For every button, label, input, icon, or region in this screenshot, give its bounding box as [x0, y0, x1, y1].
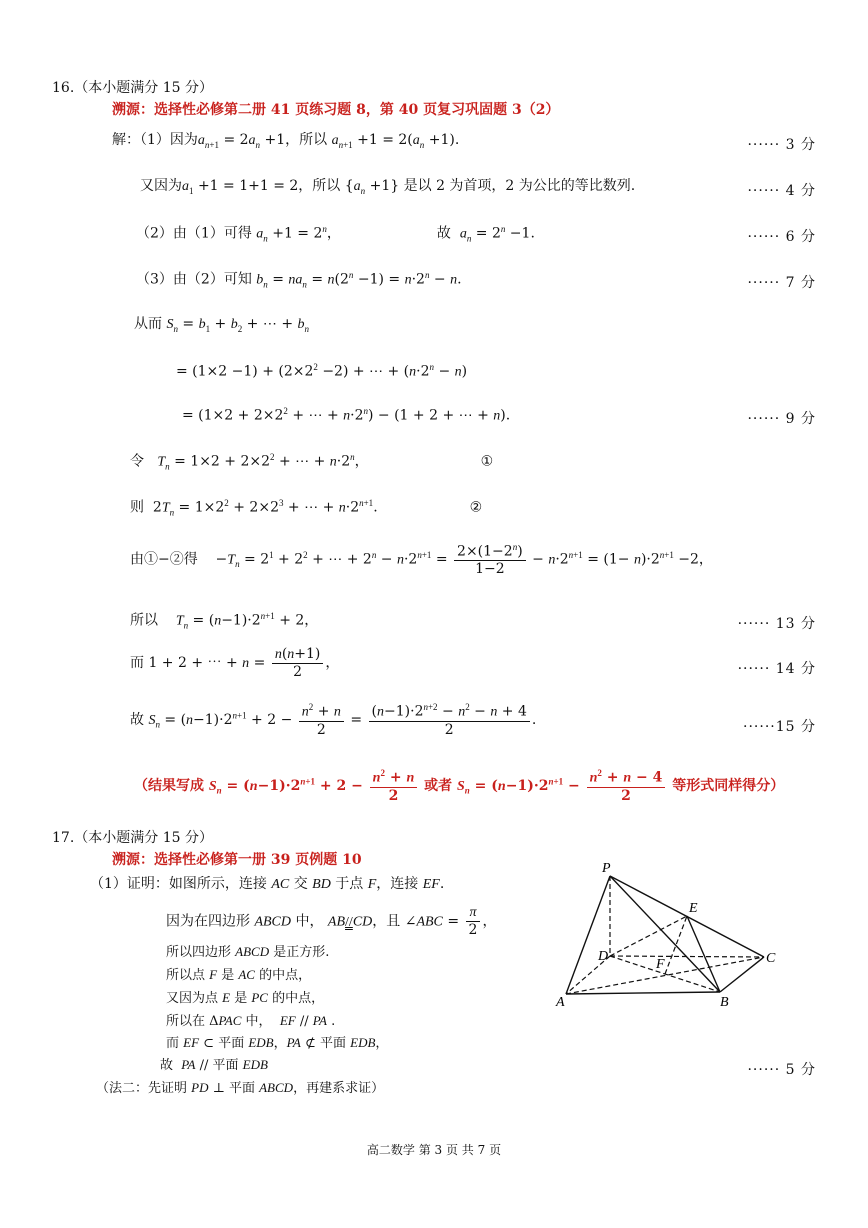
q17-line9: （法二：先证明 PD ⊥ 平面 ABCD，再建系求证）: [96, 1080, 385, 1096]
q17-line6: 所以在 ΔPAC 中， EF // PA .: [166, 1013, 336, 1029]
q17-line7: 而 EF ⊂ 平面 EDB，PA ⊄ 平面 EDB，: [166, 1035, 389, 1051]
q17-score: ······ 5 分: [747, 1062, 816, 1078]
q16-score-8: ······15 分: [743, 719, 816, 735]
q17-source: 溯源：选择性必修第一册 39 页例题 10: [112, 852, 362, 868]
pyramid-figure: [548, 856, 788, 1016]
q16-step13: 故 $S_n = (n-1)\cdot 2^{n+1} + 2$ − $\frac{n^2 + n}{2}$ = $\frac{(n-1)\cdot 2^{n+2} - n^2 - n + 4}{2}$ .: [130, 702, 537, 738]
label-D: D: [598, 949, 609, 964]
label-A: A: [556, 995, 565, 1010]
q16-step1: 解：（1）因为$a_{n+1} = 2a_n +1$，所以 $a_{n+1} +1 = 2(a_n +1)$.: [112, 132, 460, 150]
label-E: E: [689, 901, 698, 916]
label-C: C: [766, 951, 776, 966]
q16-score-7: ······ 14 分: [737, 661, 816, 677]
q16-score-1: ······ 3 分: [747, 137, 816, 153]
q17-line8: 故 PA // 平面 EDB: [160, 1057, 268, 1073]
label-P: P: [602, 861, 611, 876]
q16-step4: （3）由（2）可知 $b_n = na_n = n(2^n -1) = n\cdot 2^n - n$.: [136, 270, 462, 290]
q16-score-2: ······ 4 分: [747, 183, 816, 199]
q16-step2: 又因为$a_1 +1 = 1+1 = 2$，所以 $\{a_n +1\}$ 是以 2 为首项，2 为公比的等比数列.: [140, 178, 636, 196]
q16-step10: 由①−②得 $-T_n = 2^1 + 2^2$ + ⋯ + $2^n - n\cdot 2^{n+1}$ = $\frac{2\times(1-2^n)}{1-2}$ − $n\cdot 2^{n+1} = (1- n)\cdot 2^{n+1} -2$，: [130, 542, 713, 577]
q16-step12: 而 1 + 2 + ⋯ + n = $\frac{n(n+1)}{2}$ ，: [130, 646, 340, 681]
q16-score-3: ······ 6 分: [747, 229, 816, 245]
q17-header: 17.（本小题满分 15 分）: [52, 830, 213, 846]
q16-header: 16.（本小题满分 15 分）: [52, 80, 213, 96]
label-B: B: [720, 995, 729, 1010]
q16-step6: = $(1\times 2 -1) + (2\times 2^2 -2)$ + ⋯ + $(n\cdot 2^n - n)$: [176, 362, 468, 380]
page-footer: 高二数学 第 3 页 共 7 页: [366, 1143, 502, 1157]
q16-source: 溯源：选择性必修第二册 41 页练习题 8，第 40 页复习巩固题 3（2）: [112, 102, 560, 118]
q16-step8: 令 $T_n = 1\times 2 + 2\times 2^2$ + ⋯ + $n\cdot 2^n$， ①: [130, 452, 494, 472]
q16-step11: 所以 $T_n = (n-1)\cdot 2^{n+1} + 2$，: [130, 611, 319, 631]
q17-line2: 因为在四边形 ABCD 中， AB//CD，且 ∠ABC = $\frac{\pi}{2}$ ，: [166, 905, 497, 939]
q16-step9: 则 $2T_n = 1\times 2^2 + 2\times 2^3$ + ⋯ + $n\cdot 2^{n+1}$. ②: [130, 498, 483, 518]
label-F: F: [656, 957, 665, 972]
q16-step3: （2）由（1）可得 $a_n +1 = 2^n$， 故 $a_n = 2^n -1$.: [136, 224, 535, 244]
q16-note: （结果写成 $S_n = (n-1)\cdot 2^{n+1} + 2$ − $\frac{n^2 + n}{2}$ 或者 $S_n = (n-1)\cdot 2^{n+1}$ − $\frac{n^2 + n - 4}{2}$ 等形式同样得分）: [134, 768, 785, 804]
q17-line1: （1）证明：如图所示，连接 AC 交 BD 于点 F，连接 EF.: [90, 876, 445, 892]
q16-score-4: ······ 7 分: [747, 275, 816, 291]
q17-line4: 所以点 F 是 AC 的中点，: [166, 967, 312, 983]
q16-score-5: ······ 9 分: [747, 411, 816, 427]
q17-line3: 所以四边形 ABCD 是正方形.: [166, 944, 330, 960]
q16-score-6: ······ 13 分: [737, 616, 816, 632]
q17-line5: 又因为点 E 是 PC 的中点，: [166, 990, 325, 1006]
q16-step7: = ($1\times 2 + 2\times 2^2$ + ⋯ + $n\cdot 2^n) - (1 + 2$ + ⋯ + n).: [182, 406, 511, 424]
q16-step5: 从而 $S_n = b_1 + b_2$ + ⋯ + $b_n$: [134, 316, 309, 334]
